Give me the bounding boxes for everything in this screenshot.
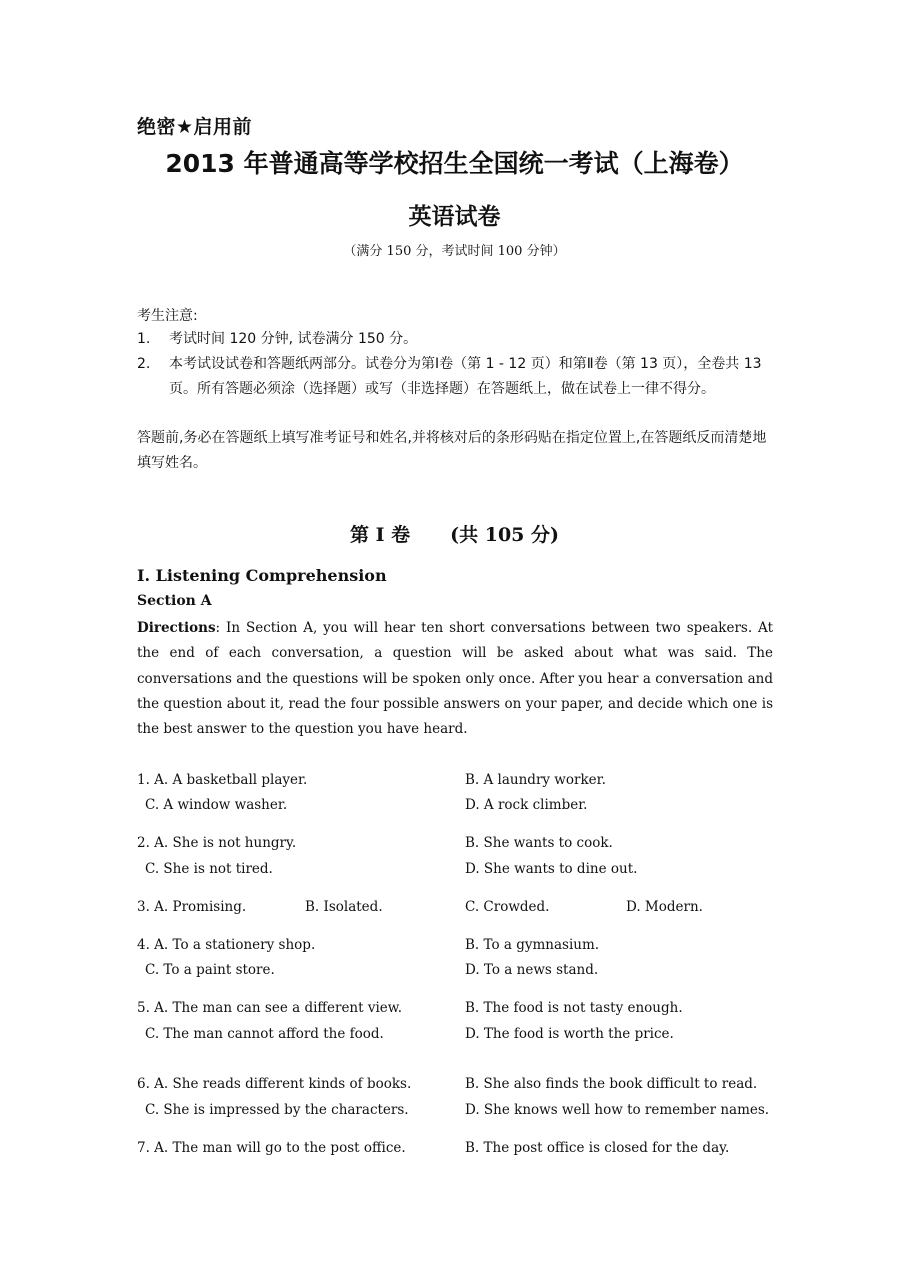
exam-title: 2013 年普通高等学校招生全国统一考试（上海卷） [165, 149, 744, 178]
q3-option-c: C. Crowded. [465, 899, 550, 915]
q4-option-a: 4. A. To a stationery shop. [137, 937, 316, 953]
directions-paragraph [137, 616, 773, 742]
q5-option-b: B. The food is not tasty enough. [465, 1000, 683, 1016]
directions-text: : In Section A, you will hear ten short conversations between two speakers. At the end of each conversation, a question will be asked about what was said. The conversations and the questions will be spoken only once. After you hear a conversation and the question about it, read the four possible answers on your paper, and decide which one is the best answer to the question you have heard. [137, 620, 773, 738]
q1-option-c: C. A window washer. [145, 797, 288, 813]
section-title: I. Listening Comprehension [137, 566, 387, 585]
notice-item-1 [137, 327, 777, 352]
q2-option-b: B. She wants to cook. [465, 835, 613, 851]
q1-option-b: B. A laundry worker. [465, 772, 606, 788]
q7-option-b: B. The post office is closed for the day. [465, 1140, 730, 1156]
part-title [0, 520, 909, 547]
q3-option-a: 3. A. Promising. [137, 899, 247, 915]
notice-item-number: 1. [137, 331, 151, 347]
q6-option-b: B. She also finds the book difficult to read. [465, 1076, 758, 1092]
q3-option-b: B. Isolated. [305, 899, 383, 915]
notice-item-text: 本考试设试卷和答题纸两部分。试卷分为第Ⅰ卷（第 1 - 12 页）和第Ⅱ卷（第 13 页），全卷共 13 页。所有答题必须涂（选择题）或写（非选择题）在答题纸上，做在试卷上一律不得分。 [169, 356, 762, 397]
q1-option-d: D. A rock climber. [465, 797, 588, 813]
q2-option-c: C. She is not tired. [145, 861, 273, 877]
q5-option-c: C. The man cannot afford the food. [145, 1026, 384, 1042]
q4-option-c: C. To a paint store. [145, 962, 275, 978]
q5-option-a: 5. A. The man can see a different view. [137, 1000, 403, 1016]
subsection-title: Section A [137, 593, 212, 609]
q6-option-a: 6. A. She reads different kinds of books. [137, 1076, 412, 1092]
q2-option-d: D. She wants to dine out. [465, 861, 638, 877]
q6-option-d: D. She knows well how to remember names. [465, 1102, 770, 1118]
exam-subtitle: 英语试卷 [408, 204, 501, 230]
q5-option-d: D. The food is worth the price. [465, 1026, 674, 1042]
notice-heading: 考生注意: [137, 308, 198, 324]
notice-item-2 [137, 352, 777, 402]
q2-option-a: 2. A. She is not hungry. [137, 835, 297, 851]
q7-option-a: 7. A. The man will go to the post office. [137, 1140, 406, 1156]
confidential-label: 绝密★启用前 [137, 116, 253, 138]
part-points: (共 105 分) [450, 524, 559, 546]
q3-option-d: D. Modern. [626, 899, 703, 915]
q4-option-d: D. To a news stand. [465, 962, 599, 978]
q6-option-c: C. She is impressed by the characters. [145, 1102, 409, 1118]
directions-label: Directions [137, 620, 216, 636]
part-name: 第 I 卷 [350, 524, 411, 546]
notice-item-text: 考试时间 120 分钟, 试卷满分 150 分。 [169, 331, 418, 347]
notice-item-number: 2. [137, 356, 151, 372]
score-time-line: （满分 150 分，考试时间 100 分钟） [343, 244, 566, 259]
q1-option-a: 1. A. A basketball player. [137, 772, 308, 788]
q4-option-b: B. To a gymnasium. [465, 937, 600, 953]
notice-tail: 答题前,务必在答题纸上填写准考证号和姓名,并将核对后的条形码贴在指定位置上,在答题纸反而清楚地填写姓名。 [137, 430, 767, 471]
